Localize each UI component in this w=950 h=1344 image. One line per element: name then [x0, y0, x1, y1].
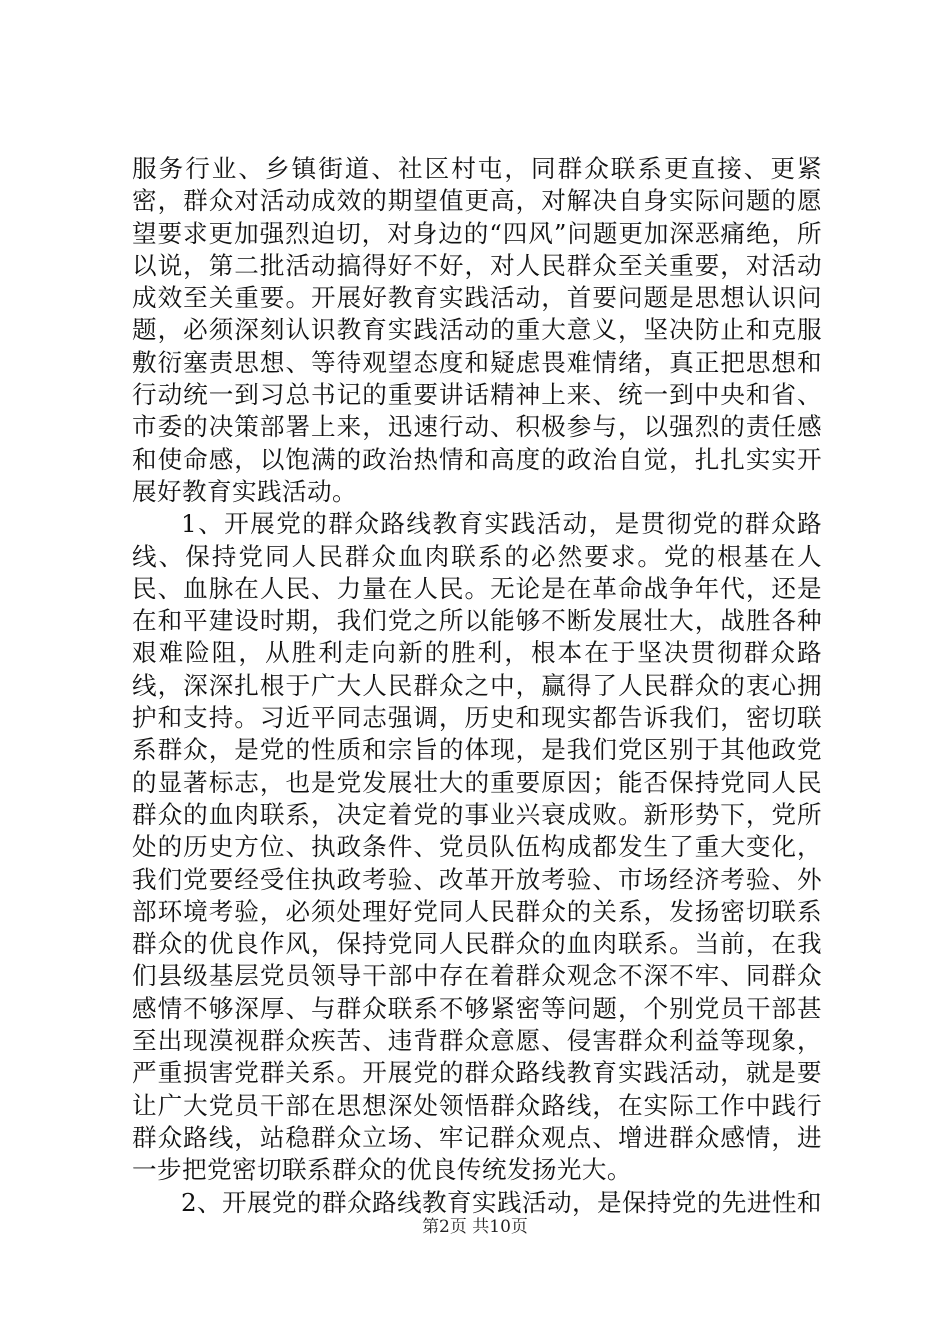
paragraph: 1、开展党的群众路线教育实践活动，是贯彻党的群众路线、保持党同人民群众血肉联系的必然要求。党的根基在人民、血脉在人民、力量在人民。无论是在革命战争年代，还是在和平建设时期，我们党之所以能够不断发展壮大，战胜各种艰难险阻，从胜利走向新的胜利，根本在于坚决贯彻群众路线，深深扎根于广大人民群众之中，赢得了人民群众的衷心拥护和支持。习近平同志强调，历史和现实都告诉我们，密切联系群众，是党的性质和宗旨的体现，是我们党区别于其他政党的显著标志，也是党发展壮大的重要原因；能否保持党同人民群众的血肉联系，决定着党的事业兴衰成败。新形势下，党所处的历史方位、执政条件、党员队伍构成都发生了重大变化，我们党要经受住执政考验、改革开放考验、市场经济考验、外部环境考验，必须处理好党同人民群众的关系，发扬密切联系群众的优良作风，保持党同人民群众的血肉联系。当前，在我们县级基层党员领导干部中存在着群众观念不深不牢、同群众感情不够深厚、与群众联系不够紧密等问题，个别党员干部甚至出现漠视群众疾苦、违背群众意愿、侵害群众利益等现象，严重损害党群关系。开展党的群众路线教育实践活动，就是要让广大党员干部在思想深处领悟群众路线，在实际工作中践行群众路线，站稳群众立场、牢记群众观点、增进群众感情，进一步把党密切联系群众的优良传统发扬光大。: [132, 509, 822, 1185]
paragraph: 2、开展党的群众路线教育实践活动，是保持党的先进性和: [181, 1187, 822, 1217]
page-number-footer: 第2页 共10页: [422, 1217, 528, 1237]
paragraph: 服务行业、乡镇街道、社区村屯，同群众联系更直接、更紧密，群众对活动成效的期望值更高，对解决自身实际问题的愿望要求更加强烈迫切，对身边的“四风”问题更加深恶痛绝，所以说，第二批活动搞得好不好，对人民群众至关重要，对活动成效至关重要。开展好教育实践活动，首要问题是思想认识问题，必须深刻认识教育实践活动的重大意义，坚决防止和克服敷衍塞责思想、等待观望态度和疑虑畏难情绪，真正把思想和行动统一到习总书记的重要讲话精神上来、统一到中央和省、市委的决策部署上来，迅速行动、积极参与，以强烈的责任感和使命感，以饱满的政治热情和高度的政治自觉，扎扎实实开展好教育实践活动。: [132, 154, 822, 506]
document-body: [132, 153, 822, 1219]
